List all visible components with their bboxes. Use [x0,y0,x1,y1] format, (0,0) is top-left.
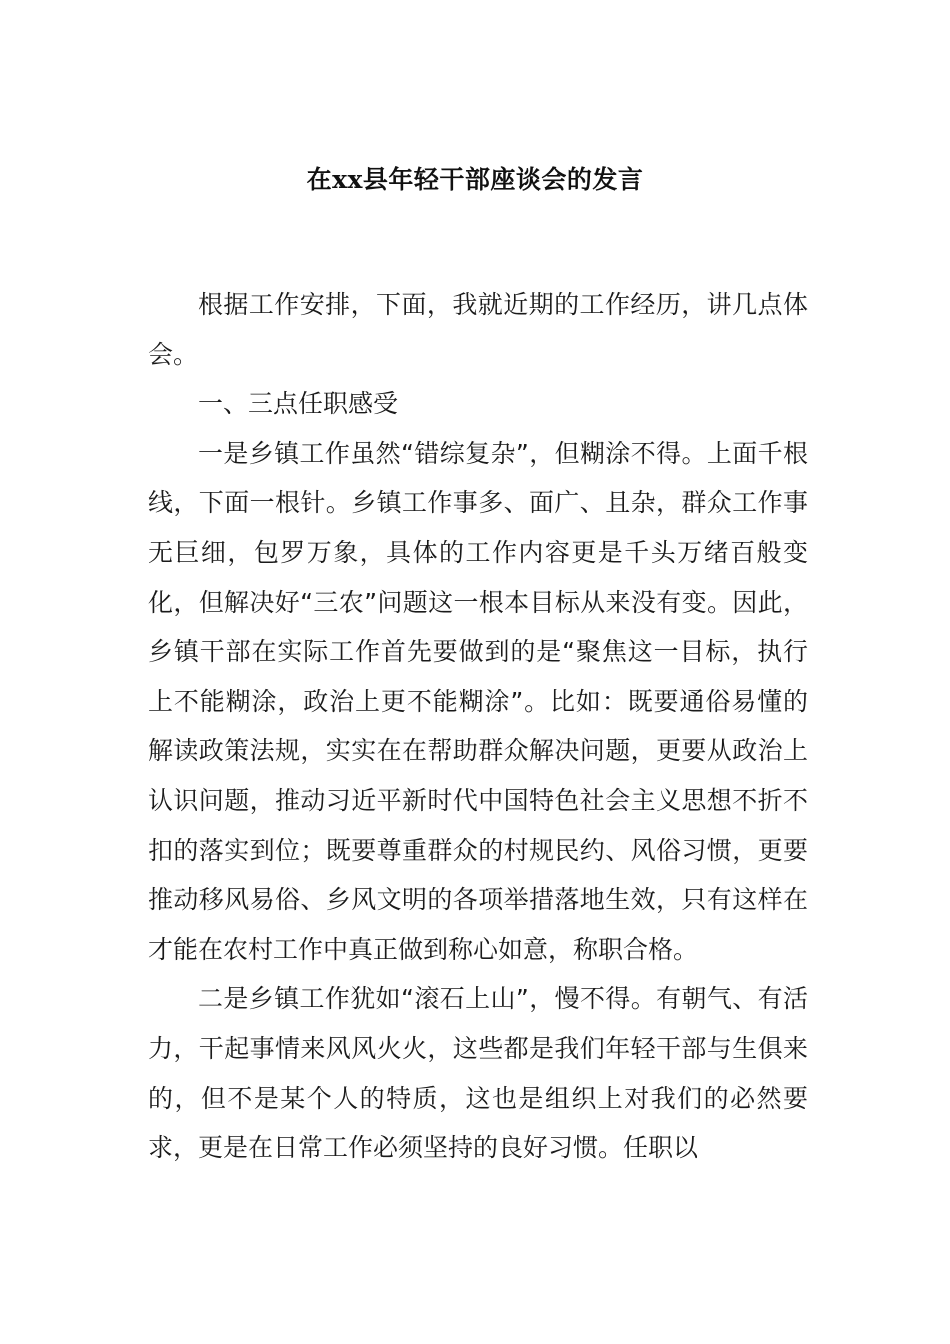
document-body [148,280,808,1173]
paragraph-point-two: 二是乡镇工作犹如“滚石上山”，慢不得。有朝气、有活力，干起事情来风风火火，这些都是我们年轻干部与生俱来的，但不是某个人的特质，这也是组织上对我们的必然要求，更是在日常工作必须坚持的良好习惯。任职以 [148,984,808,1163]
section-heading: 一、三点任职感受 [198,389,399,419]
document-title: 在xx县年轻干部座谈会的发言 [306,165,644,194]
paragraph-point-one: 一是乡镇工作虽然“错综复杂”，但糊涂不得。上面千根线，下面一根针。乡镇工作事多、面广、且杂，群众工作事无巨细，包罗万象，具体的工作内容更是千头万绪百般变化，但解决好“三农”问题这一根本目标从来没有变。因此，乡镇干部在实际工作首先要做到的是“聚焦这一目标，执行上不能糊涂，政治上更不能糊涂”。比如：既要通俗易懂的解读政策法规，实实在在帮助群众解决问题，更要从政治上认识问题，推动习近平新时代中国特色社会主义思想不折不扣的落实到位；既要尊重群众的村规民约、风俗习惯，更要推动移风易俗、乡风文明的各项举措落地生效，只有这样在才能在农村工作中真正做到称心如意，称职合格。 [148,438,808,964]
paragraph-intro: 根据工作安排，下面，我就近期的工作经历，讲几点体会。 [148,290,808,369]
